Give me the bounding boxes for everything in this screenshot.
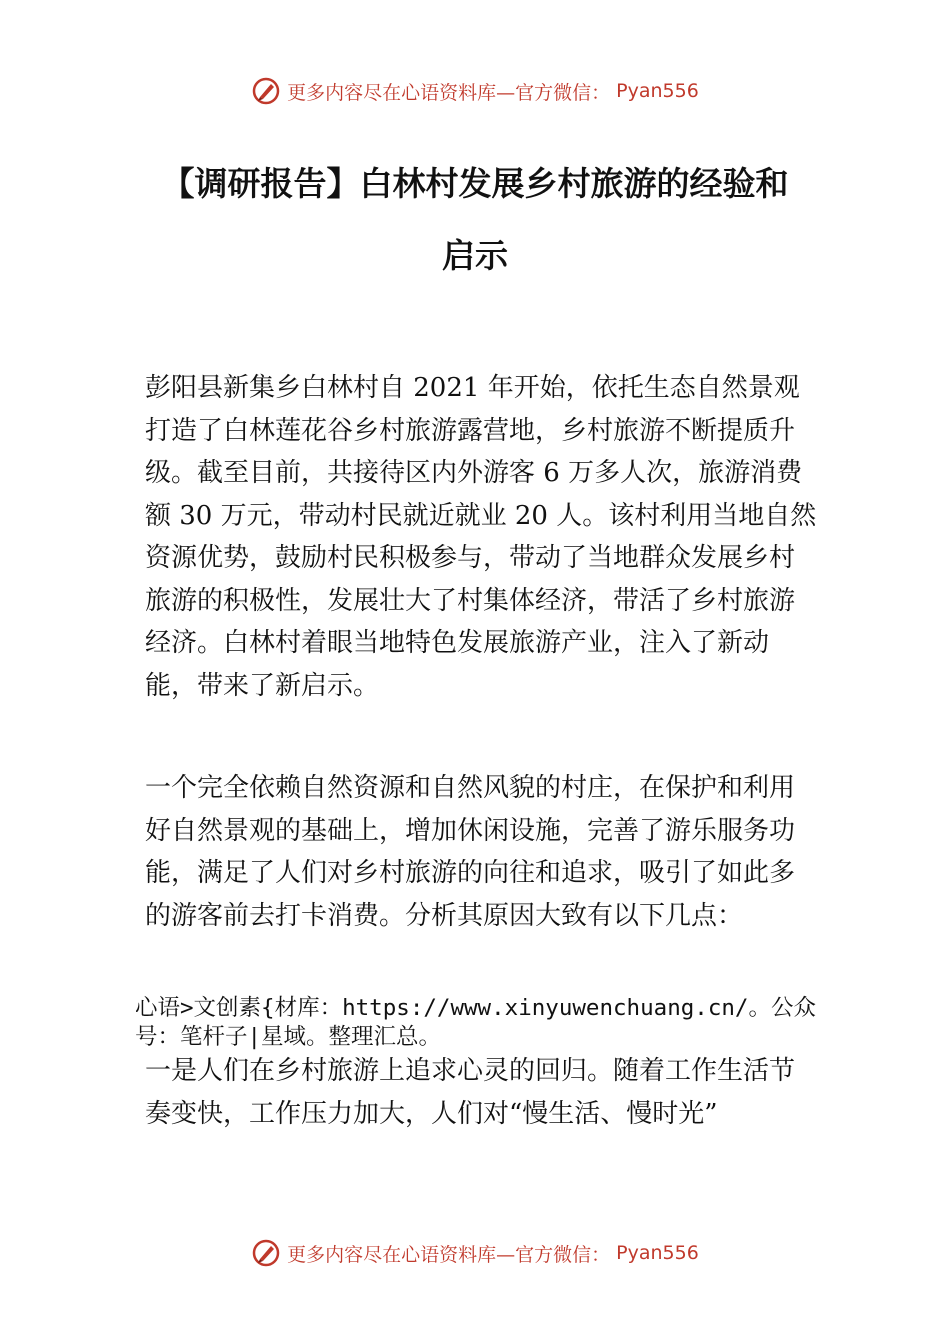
banner-text: 更多内容尽在心语资料库—官方微信： — [287, 81, 611, 104]
pen-logo-icon — [251, 1238, 281, 1268]
pen-logo-icon — [251, 76, 281, 106]
document-title-line-2: 启示 — [442, 236, 508, 275]
paragraph-intro: 彭阳县新集乡白林村自 2021 年开始，依托生态自然景观打造了白林莲花谷乡村旅游露营地，乡村旅游不断提质升级。截至目前，共接待区内外游客 6 万多人次，旅游消费额 30 万元，带动村民就近就业 20 人。该村利用当地自然资源优势，鼓励村民积极参与，带动了当地群众发展乡村旅游的积极性，发展壮大了村集体经济，带活了乡村旅游经济。白林村着眼当地特色发展旅游产业，注入了新动能，带来了新启示。 — [145, 373, 817, 701]
banner-wechat-id: Pyan556 — [616, 80, 699, 102]
paragraph-point-one: 一是人们在乡村旅游上追求心灵的回归。随着工作生活节奏变快，工作压力加大，人们对“慢生活、慢时光” — [145, 1056, 796, 1129]
banner-text: 更多内容尽在心语资料库—官方微信： — [287, 1243, 611, 1266]
paragraph-analysis: 一个完全依赖自然资源和自然风貌的村庄，在保护和利用好自然景观的基础上，增加休闲设施，完善了游乐服务功能，满足了人们对乡村旅游的向往和追求，吸引了如此多的游客前去打卡消费。分析其原因大致有以下几点： — [145, 773, 796, 931]
document-title-line-1: 【调研报告】白林村发展乡村旅游的经验和 — [161, 164, 789, 203]
banner-wechat-id: Pyan556 — [616, 1242, 699, 1264]
source-note: 心语>文创素{材库：https://www.xinyuwenchuang.cn/。公众号：笔杆子|星域。整理汇总。 — [135, 995, 816, 1050]
footer-watermark-banner — [0, 1238, 950, 1268]
header-watermark-banner — [0, 76, 950, 106]
